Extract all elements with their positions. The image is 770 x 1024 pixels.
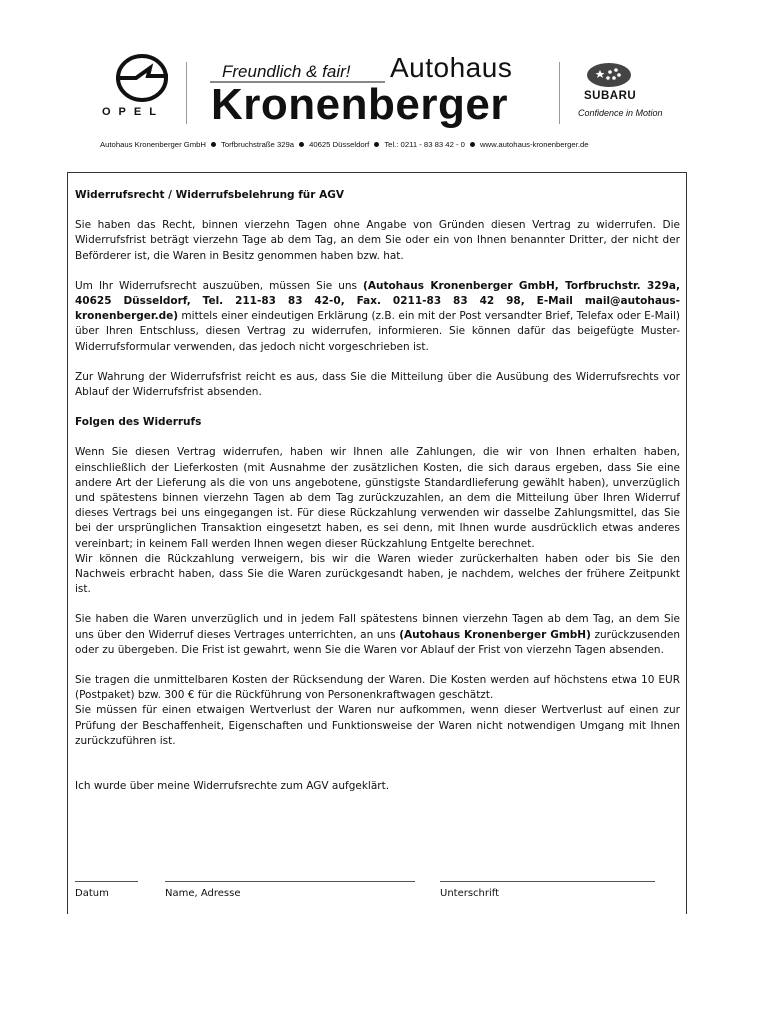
return-address: (Autohaus Kronenberger GmbH) [399,628,591,641]
bullet-icon [299,142,304,147]
bullet-icon [470,142,475,147]
subaru-wordmark: SUBARU [584,90,637,102]
acknowledgement: Ich wurde über meine Widerrufsrechte zum AGV aufgeklärt. [75,780,390,793]
paragraph: Sie müssen für einen etwaigen Wertverlust der Waren nur aufkommen, wenn dieser Wertverlust auf einen zur Prüfung der Beschaffenheit, Eigenschaften und Funktionsweise der Waren nicht notwendigen Umgang mit Ihnen zurückzuführen ist. [75,704,680,747]
signature-label: Unterschrift [440,888,500,899]
paragraph: Sie haben das Recht, binnen vierzehn Tagen ohne Angabe von Gründen diesen Vertrag zu widerrufen. Die Widerrufsfrist beträgt vierzehn Tage ab dem Tag, an dem Sie oder ein von Ihnen benannter Dritter, der nicht der Beförderer ist, die Waren in Besitz genommen haben bzw. hat. [75,219,680,262]
paragraph: Um Ihr Widerrufsrecht auszuüben, müssen Sie uns (Autohaus Kronenberger GmbH, Torfbruchstr. 329a, 40625 Düsseldorf, Tel. 211-83 83 42-0, Fax. 0211-83 83 42 98, E-Mail mail@autohaus-kronenberger.de) mittels einer eindeutigen Erklärung (z.B. ein mit der Post versandter Brief, Telefax oder E-Mail) über Ihren Entschluss, diesen Vertrag zu widerrufen, informieren. Sie können dafür das beigefügte Muster-Widerrufsformular verwenden, das jedoch nicht vorgeschrieben ist. [75,279,680,353]
divider [186,62,187,124]
document-body [75,188,680,794]
paragraph: Zur Wahrung der Widerrufsfrist reicht es aus, dass Sie die Mitteilung über die Ausübung des Widerrufsrechts vor Ablauf der Widerrufsfrist absenden. [75,370,680,399]
paragraph: Sie tragen die unmittelbaren Kosten der Rücksendung der Waren. Die Kosten werden auf höchstens etwa 10 EUR (Postpaket) bzw. 300 € für die Rückführung von Personenkraftwagen geschätzt. [75,674,680,702]
name-address-line[interactable] [165,881,415,882]
section-title: Folgen des Widerrufs [75,416,202,429]
subaru-tagline: Confidence in Motion [578,108,663,118]
address-bar [100,140,589,149]
signature-line[interactable] [440,881,655,882]
paragraph: Wir können die Rückzahlung verweigern, bis wir die Waren wieder zurückerhalten haben oder bis Sie den Nachweis erbracht haben, dass Sie die Waren zurückgesandt haben, je nachdem, welches der frühere Zeitpunkt ist. [75,552,680,596]
date-label: Datum [75,888,109,899]
document-title: Widerrufsrecht / Widerrufsbelehrung für AGV [75,189,344,201]
address-phone: Tel.: 0211 - 83 83 42 - 0 [384,140,465,149]
signature-area [75,881,685,905]
opel-blitz-icon [114,52,170,104]
paragraph: Sie haben die Waren unverzüglich und in jedem Fall spätestens binnen vierzehn Tagen ab dem Tag, an dem Sie uns über den Widerruf dieses Vertrages unterrichten, an uns (Autohaus Kronenberger GmbH) zurückzusenden oder zu übergeben. Die Frist ist gewahrt, wenn Sie die Waren vor Ablauf der Frist von vierzehn Tagen absenden. [75,613,680,656]
address-street: Torfbruchstraße 329a [220,140,295,149]
bullet-icon [211,142,216,147]
opel-wordmark: OPEL [102,106,164,118]
address-web: www.autohaus-kronenberger.de [479,140,589,149]
subaru-logo [578,60,668,124]
bullet-icon [374,142,379,147]
contact-details: (Autohaus Kronenberger GmbH, Torfbruchstr. 329a, 40625 Düsseldorf, Tel. 211-83 83 42-0, Fax. 0211-83 83 42 98, E-Mail mail@autohaus-kronenberger.de) [75,279,680,323]
paragraph: Wenn Sie diesen Vertrag widerrufen, haben wir Ihnen alle Zahlungen, die wir von Ihnen erhalten haben, einschließlich der Lieferkosten (mit Ausnahme der zusätzlichen Kosten, die sich daraus ergeben, dass Sie eine andere Art der Lieferung als die von uns angebotene, günstigste Standardlieferung gewählt haben), unverzüglich und spätestens binnen vierzehn Tagen ab dem Tag zurückzuzahlen, an dem die Mitteilung über Ihren Widerruf dieses Vertrags bei uns eingegangen ist. Für diese Rückzahlung verwenden wir dasselbe Zahlungsmittel, das Sie bei der ursprünglichen Transaktion eingesetzt haben, es sei denn, mit Ihnen wurde ausdrücklich etwas anderes vereinbart; in keinem Fall werden Ihnen wegen dieser Rückzahlung Entgelte berechnet. [75,446,680,550]
date-line[interactable] [75,881,138,882]
address-company: Autohaus Kronenberger GmbH [100,140,206,149]
dealer-name-top: Autohaus [390,52,513,83]
opel-logo [102,52,182,126]
dealer-name: Kronenberger [211,80,508,129]
name-address-label: Name, Adresse [165,888,241,899]
dealer-slogan: Freundlich & fair! [222,62,351,81]
subaru-stars-icon [586,62,632,88]
address-city: 40625 Düsseldorf [309,140,370,149]
divider [559,62,560,124]
